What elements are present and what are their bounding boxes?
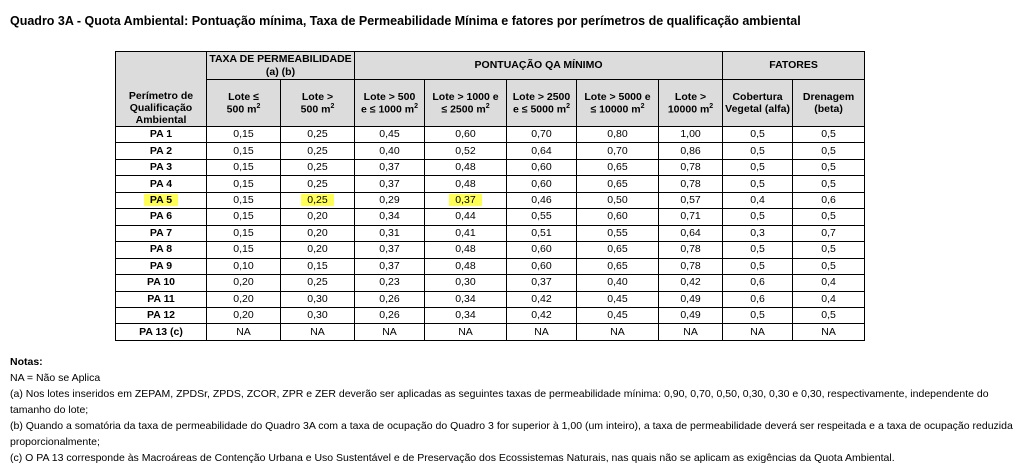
cell-text: 0,4	[821, 292, 836, 305]
table-row	[116, 242, 865, 258]
value-cell	[355, 258, 425, 274]
cell-text: 0,20	[233, 292, 254, 305]
value-cell	[793, 291, 865, 307]
value-cell	[577, 127, 659, 143]
header-lote-gt-500: Lote > 500 $m^2$	[281, 80, 355, 127]
cell-text: 0,42	[531, 309, 552, 322]
value-cell	[507, 275, 577, 291]
cell-text: PA 3	[149, 161, 173, 174]
cell-text: 0,5	[821, 309, 836, 322]
value-cell	[355, 225, 425, 241]
cell-text: 0,45	[607, 292, 628, 305]
value-cell	[281, 275, 355, 291]
value-cell	[425, 307, 507, 323]
value-cell	[207, 258, 281, 274]
cell-text: 0,65	[607, 177, 628, 190]
cell-text: 0,60	[607, 210, 628, 223]
value-cell	[659, 159, 723, 175]
note-na: NA = Não se Aplica	[10, 372, 101, 384]
cell-text: 0,37	[379, 243, 400, 256]
value-cell	[659, 291, 723, 307]
cell-text: 0,34	[455, 309, 476, 322]
value-cell	[723, 242, 793, 258]
perimeter-cell	[116, 225, 207, 241]
cell-text: 0,5	[821, 144, 836, 157]
value-cell	[659, 324, 723, 341]
cell-text: 0,40	[607, 276, 628, 289]
value-cell	[793, 192, 865, 208]
cell-text: 0,65	[607, 161, 628, 174]
value-cell	[281, 127, 355, 143]
cell-text: 0,7	[821, 226, 836, 239]
value-cell	[577, 159, 659, 175]
cell-text: NA	[534, 325, 549, 338]
header-lote-2500-5000: Lote > 2500 e ≤ 5000 $m^2$	[507, 80, 577, 127]
cell-text: 0,40	[379, 144, 400, 157]
value-cell	[281, 192, 355, 208]
value-cell	[207, 225, 281, 241]
cell-text: 0,45	[607, 309, 628, 322]
cell-text: 0,25	[307, 177, 328, 190]
value-cell	[355, 192, 425, 208]
cell-text: 0,25	[307, 144, 328, 157]
cell-text: PA 4	[149, 177, 173, 190]
value-cell	[425, 275, 507, 291]
cell-text: 0,15	[233, 144, 254, 157]
notes	[10, 354, 1015, 466]
cell-text: 0,37	[379, 161, 400, 174]
value-cell	[577, 275, 659, 291]
cell-text: 0,25	[307, 276, 328, 289]
value-cell	[723, 275, 793, 291]
value-cell	[207, 242, 281, 258]
header-taxa-line1: TAXA DE PERMEABILIDADE	[209, 53, 352, 66]
value-cell	[793, 159, 865, 175]
value-cell	[507, 209, 577, 225]
cell-text: NA	[382, 325, 397, 338]
value-cell	[793, 143, 865, 159]
perimeter-cell	[116, 275, 207, 291]
cell-text: 0,78	[680, 161, 701, 174]
header-perimetro: Perímetro de Qualificação Ambiental	[116, 52, 207, 127]
cell-text: 0,5	[750, 243, 765, 256]
cell-text: 0,37	[379, 259, 400, 272]
value-cell	[281, 143, 355, 159]
cell-text: 0,5	[750, 161, 765, 174]
value-cell	[577, 291, 659, 307]
cell-text: 0,48	[455, 161, 476, 174]
cell-text: 0,86	[680, 144, 701, 157]
value-cell	[507, 307, 577, 323]
cell-text: 0,71	[680, 210, 701, 223]
value-cell	[207, 291, 281, 307]
value-cell	[355, 275, 425, 291]
header-lote-500-1000: Lote > 500 e ≤ 1000 $m^2$	[355, 80, 425, 127]
cell-text: 0,70	[531, 128, 552, 141]
cell-text: 0,5	[821, 161, 836, 174]
cell-text: 0,5	[750, 128, 765, 141]
cell-text: 0,6	[750, 292, 765, 305]
cell-text: 0,10	[233, 259, 254, 272]
cell-text: 0,49	[680, 292, 701, 305]
value-cell	[425, 143, 507, 159]
value-cell	[425, 176, 507, 192]
value-cell	[659, 127, 723, 143]
cell-text: 0,49	[680, 309, 701, 322]
value-cell	[207, 275, 281, 291]
value-cell	[207, 209, 281, 225]
cell-text: 0,48	[455, 177, 476, 190]
value-cell	[507, 242, 577, 258]
cell-text: 0,25	[307, 161, 328, 174]
cell-text: 0,65	[607, 243, 628, 256]
value-cell	[207, 324, 281, 341]
value-cell	[577, 143, 659, 159]
value-cell	[723, 209, 793, 225]
cell-text: 0,34	[379, 210, 400, 223]
value-cell	[659, 307, 723, 323]
value-cell	[659, 242, 723, 258]
cell-text: 0,15	[233, 128, 254, 141]
value-cell	[793, 275, 865, 291]
value-cell	[507, 159, 577, 175]
value-cell	[577, 324, 659, 341]
cell-text: 0,60	[531, 161, 552, 174]
value-cell	[425, 258, 507, 274]
cell-text: 0,5	[750, 144, 765, 157]
cell-text: 0,5	[821, 243, 836, 256]
cell-text: 0,15	[307, 259, 328, 272]
value-cell	[281, 209, 355, 225]
cell-text: 0,23	[379, 276, 400, 289]
cell-text: 0,5	[750, 177, 765, 190]
cell-text: 0,46	[531, 194, 552, 207]
cell-text: 0,6	[821, 194, 836, 207]
value-cell	[577, 258, 659, 274]
cell-text: NA	[683, 325, 698, 338]
cell-text: PA 9	[149, 259, 173, 272]
table-row	[116, 275, 865, 291]
cell-text: 0,80	[607, 128, 628, 141]
cell-text: 0,78	[680, 177, 701, 190]
value-cell	[723, 159, 793, 175]
cell-text: 0,78	[680, 243, 701, 256]
value-cell	[659, 225, 723, 241]
cell-text: 0,65	[607, 259, 628, 272]
value-cell	[793, 258, 865, 274]
value-cell	[355, 127, 425, 143]
note-a: (a) Nos lotes inseridos em ZEPAM, ZPDSr, ZPDS, ZCOR, ZPR e ZER deverão ser aplicadas as seguintes taxas de permeabilidade mínima: 0,90, 0,70, 0,50, 0,30, 0,30 e 0,30, respectivamente, independente do tamanho do lote;	[10, 388, 989, 416]
cell-text: 0,31	[379, 226, 400, 239]
header-lote-gt-10000: Lote > 10000 $m^2$	[659, 80, 723, 127]
value-cell	[723, 258, 793, 274]
cell-text: 0,30	[307, 309, 328, 322]
cell-text: 0,20	[233, 276, 254, 289]
cell-text: 0,51	[531, 226, 552, 239]
value-cell	[723, 225, 793, 241]
value-cell	[577, 307, 659, 323]
value-cell	[723, 143, 793, 159]
value-cell	[577, 192, 659, 208]
cell-text: 0,6	[750, 276, 765, 289]
cell-text: 0,20	[307, 210, 328, 223]
value-cell	[207, 143, 281, 159]
cell-text: 0,4	[821, 276, 836, 289]
cell-text: 0,55	[531, 210, 552, 223]
value-cell	[723, 324, 793, 341]
value-cell	[207, 307, 281, 323]
perimeter-cell	[116, 143, 207, 159]
perimeter-cell	[116, 176, 207, 192]
value-cell	[281, 258, 355, 274]
cell-text: 0,37	[449, 194, 481, 206]
value-cell	[723, 291, 793, 307]
perimeter-cell	[116, 291, 207, 307]
value-cell	[507, 127, 577, 143]
perimeter-cell	[116, 159, 207, 175]
value-cell	[355, 324, 425, 341]
cell-text: 0,60	[531, 259, 552, 272]
value-cell	[281, 291, 355, 307]
value-cell	[425, 209, 507, 225]
cell-text: 1,00	[680, 128, 701, 141]
cell-text: 0,64	[531, 144, 552, 157]
cell-text: 0,29	[379, 194, 400, 207]
cell-text: 0,5	[821, 128, 836, 141]
cell-text: PA 12	[146, 309, 175, 322]
header-lote-5000-10000: Lote > 5000 e ≤ 10000 $m^2$	[577, 80, 659, 127]
value-cell	[659, 143, 723, 159]
value-cell	[281, 176, 355, 192]
header-cobertura: Cobertura Vegetal (alfa)	[723, 80, 793, 127]
note-b: (b) Quando a somatória da taxa de permeabilidade do Quadro 3A com a taxa de ocupação do Quadro 3 for superior à 1,00 (um inteiro), a taxa de permeabilidade deverá ser respeitada e a taxa de ocupação reduzida proporcionalmente;	[10, 420, 1013, 448]
cell-text: PA 10	[146, 276, 175, 289]
header-taxa	[207, 52, 355, 80]
cell-text: 0,45	[379, 128, 400, 141]
value-cell	[425, 324, 507, 341]
cell-text: 0,26	[379, 292, 400, 305]
value-cell	[355, 242, 425, 258]
cell-text: 0,42	[531, 292, 552, 305]
value-cell	[207, 192, 281, 208]
value-cell	[507, 192, 577, 208]
value-cell	[577, 209, 659, 225]
value-cell	[507, 324, 577, 341]
cell-text: NA	[458, 325, 473, 338]
cell-text: 0,15	[233, 226, 254, 239]
cell-text: 0,44	[455, 210, 476, 223]
value-cell	[793, 307, 865, 323]
cell-text: PA 1	[149, 128, 173, 141]
value-cell	[659, 209, 723, 225]
perimeter-cell	[116, 127, 207, 143]
value-cell	[793, 225, 865, 241]
cell-text: NA	[236, 325, 251, 338]
cell-text: NA	[310, 325, 325, 338]
cell-text: 0,5	[821, 259, 836, 272]
cell-text: 0,30	[455, 276, 476, 289]
value-cell	[355, 291, 425, 307]
notes-heading: Notas:	[10, 356, 43, 368]
cell-text: 0,5	[750, 210, 765, 223]
value-cell	[793, 324, 865, 341]
cell-text: 0,64	[680, 226, 701, 239]
value-cell	[281, 307, 355, 323]
value-cell	[507, 258, 577, 274]
value-cell	[281, 159, 355, 175]
cell-text: 0,20	[233, 309, 254, 322]
cell-text: NA	[610, 325, 625, 338]
header-lote-1000-2500: Lote > 1000 e ≤ 2500 $m^2$	[425, 80, 507, 127]
cell-text: 0,37	[379, 177, 400, 190]
perimeter-cell	[116, 192, 207, 208]
table-row	[116, 291, 865, 307]
cell-text: NA	[750, 325, 765, 338]
cell-text: NA	[821, 325, 836, 338]
cell-text: 0,3	[750, 226, 765, 239]
cell-text: 0,15	[233, 210, 254, 223]
cell-text: 0,41	[455, 226, 476, 239]
value-cell	[425, 159, 507, 175]
value-cell	[355, 209, 425, 225]
header-taxa-line2: (a) (b)	[265, 65, 296, 78]
cell-text: 0,5	[750, 259, 765, 272]
cell-text: 0,15	[233, 177, 254, 190]
cell-text: 0,26	[379, 309, 400, 322]
cell-text: 0,20	[307, 243, 328, 256]
cell-text: 0,4	[750, 194, 765, 207]
cell-text: 0,70	[607, 144, 628, 157]
table-body	[116, 127, 865, 341]
cell-text: PA 13 (c)	[139, 325, 183, 338]
table-row	[116, 127, 865, 143]
value-cell	[355, 307, 425, 323]
perimeter-cell	[116, 307, 207, 323]
table-row	[116, 159, 865, 175]
perimeter-cell	[116, 258, 207, 274]
cell-text: 0,57	[680, 194, 701, 207]
cell-text: 0,5	[750, 309, 765, 322]
header-lote-le-500: Lote ≤ 500 $m^2$	[207, 80, 281, 127]
cell-text: PA 11	[147, 292, 175, 305]
value-cell	[425, 192, 507, 208]
value-cell	[723, 127, 793, 143]
perimeter-cell	[116, 324, 207, 341]
value-cell	[355, 176, 425, 192]
table-row	[116, 258, 865, 274]
value-cell	[425, 242, 507, 258]
table-title: Quadro 3A - Quota Ambiental: Pontuação mínima, Taxa de Permeabilidade Mínima e fatores por perímetros de qualificação ambiental	[10, 14, 801, 28]
cell-text: 0,78	[680, 259, 701, 272]
value-cell	[793, 242, 865, 258]
value-cell	[507, 225, 577, 241]
cell-text: 0,20	[307, 226, 328, 239]
table-row	[116, 324, 865, 341]
cell-text: 0,30	[307, 292, 328, 305]
value-cell	[577, 225, 659, 241]
cell-text: 0,55	[607, 226, 628, 239]
cell-text: 0,5	[821, 177, 836, 190]
cell-text: PA 2	[149, 144, 173, 157]
value-cell	[207, 176, 281, 192]
cell-text: PA 6	[149, 210, 173, 223]
cell-text: 0,15	[233, 194, 254, 207]
header-fatores: FATORES	[723, 52, 865, 80]
perimeter-cell	[116, 242, 207, 258]
table-row	[116, 143, 865, 159]
cell-text: 0,60	[455, 128, 476, 141]
value-cell	[793, 127, 865, 143]
value-cell	[281, 242, 355, 258]
cell-text: 0,52	[455, 144, 476, 157]
value-cell	[355, 159, 425, 175]
cell-text: 0,48	[455, 243, 476, 256]
value-cell	[659, 258, 723, 274]
value-cell	[425, 225, 507, 241]
value-cell	[793, 176, 865, 192]
cell-text: 0,60	[531, 243, 552, 256]
value-cell	[723, 192, 793, 208]
value-cell	[207, 159, 281, 175]
perimeter-cell	[116, 209, 207, 225]
table-row	[116, 192, 865, 208]
cell-text: 0,34	[455, 292, 476, 305]
cell-text: PA 8	[149, 243, 173, 256]
value-cell	[281, 225, 355, 241]
value-cell	[355, 143, 425, 159]
value-cell	[659, 192, 723, 208]
value-cell	[659, 275, 723, 291]
table-row	[116, 307, 865, 323]
value-cell	[281, 324, 355, 341]
cell-text: 0,37	[531, 276, 552, 289]
cell-text: PA 5	[144, 194, 178, 206]
cell-text: 0,42	[680, 276, 701, 289]
cell-text: 0,60	[531, 177, 552, 190]
value-cell	[723, 307, 793, 323]
value-cell	[577, 242, 659, 258]
cell-text: 0,5	[821, 210, 836, 223]
value-cell	[425, 127, 507, 143]
cell-text: 0,15	[233, 161, 254, 174]
value-cell	[507, 176, 577, 192]
value-cell	[793, 209, 865, 225]
header-drenagem: Drenagem (beta)	[793, 80, 865, 127]
cell-text: 0,15	[233, 243, 254, 256]
cell-text: 0,25	[307, 128, 328, 141]
header-pontuacao: PONTUAÇÃO QA MÍNIMO	[355, 52, 723, 80]
cell-text: 0,48	[455, 259, 476, 272]
cell-text: 0,50	[607, 194, 628, 207]
cell-text: 0,25	[301, 194, 333, 206]
cell-text: PA 7	[149, 226, 173, 239]
value-cell	[723, 176, 793, 192]
value-cell	[659, 176, 723, 192]
table-row	[116, 225, 865, 241]
table-row	[116, 176, 865, 192]
value-cell	[425, 291, 507, 307]
value-cell	[507, 291, 577, 307]
quota-table	[115, 51, 865, 341]
value-cell	[207, 127, 281, 143]
value-cell	[577, 176, 659, 192]
table-row	[116, 209, 865, 225]
note-c: (c) O PA 13 corresponde às Macroáreas de Contenção Urbana e Uso Sustentável e de Preservação dos Ecossistemas Naturais, nas quais não se aplicam as exigências da Quota Ambiental.	[10, 452, 895, 464]
value-cell	[507, 143, 577, 159]
